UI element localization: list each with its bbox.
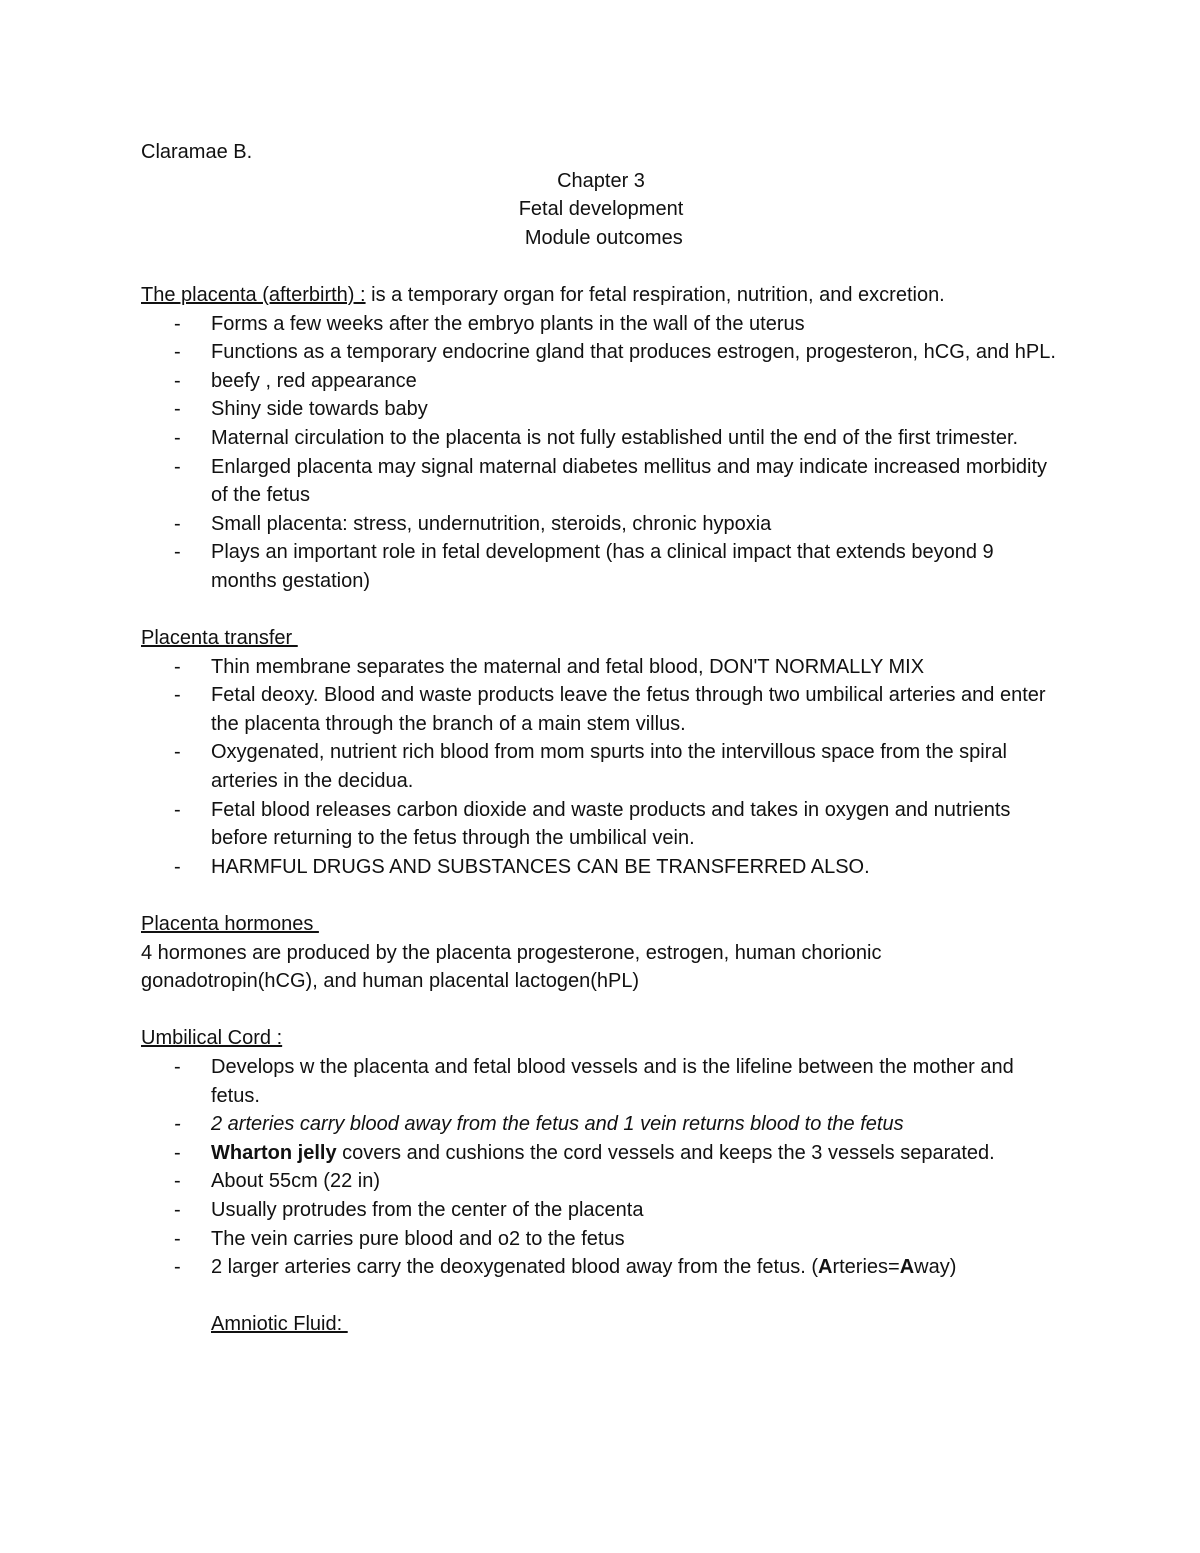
author-name: Claramae B.	[141, 141, 253, 163]
document-page	[141, 138, 1061, 1339]
chapter-title: Chapter 3	[557, 169, 645, 192]
arteries-text-a: 2 larger arteries carry the deoxygenated blood away from the fetus. (	[211, 1256, 818, 1279]
away-text: way)	[914, 1256, 957, 1279]
placenta-list	[141, 310, 1061, 596]
placenta-intro	[141, 281, 1061, 310]
cord-heading: Umbilical Cord :	[141, 1027, 283, 1050]
cord-list	[141, 1053, 1061, 1282]
placenta-heading: The placenta (afterbirth) :	[141, 283, 366, 306]
topic-title: Fetal development	[518, 198, 684, 221]
list-item: - Functions as a temporary endocrine gland that produces estrogen, progesteron, hCG, and hPL.	[141, 338, 1061, 367]
arteries-text-b: rteries=	[832, 1256, 900, 1279]
transfer-heading: Placenta transfer	[141, 627, 298, 650]
spacer	[141, 881, 1061, 910]
placenta-definition: is a temporary organ for fetal respiration, nutrition, and excretion.	[365, 283, 945, 306]
list-item: - Shiny side towards baby	[141, 395, 1061, 424]
list-item: - Fetal blood releases carbon dioxide and waste products and takes in oxygen and nutrients before returning to the fetus through the umbilical vein.	[141, 796, 1061, 853]
spacer	[141, 1282, 1061, 1311]
list-item: - Develops w the placenta and fetal blood vessels and is the lifeline between the mother and fetus.	[141, 1053, 1061, 1110]
module-subtitle: Module outcomes	[519, 226, 683, 249]
list-item: - The vein carries pure blood and o2 to the fetus	[141, 1225, 1061, 1254]
list-item: - Usually protrudes from the center of the placenta	[141, 1196, 1061, 1225]
list-item: - Small placenta: stress, undernutrition, steroids, chronic hypoxia	[141, 510, 1061, 539]
spacer	[141, 252, 1061, 281]
wharton-jelly-term: Wharton jelly	[211, 1141, 337, 1164]
hormones-text: 4 hormones are produced by the placenta progesterone, estrogen, human chorionic gonadotropin(hCG), and human placental lactogen(hPL)	[141, 941, 888, 993]
list-item: - Fetal deoxy. Blood and waste products leave the fetus through two umbilical arteries and enter the placenta through the branch of a main stem villus.	[141, 681, 1061, 738]
list-item: - Oxygenated, nutrient rich blood from mom spurts into the intervillous space from the spiral arteries in the decidua.	[141, 738, 1061, 795]
list-item	[141, 1139, 1061, 1168]
away-bold-a: A	[899, 1256, 915, 1279]
list-item: - Maternal circulation to the placenta is not fully established until the end of the first trimester.	[141, 424, 1061, 453]
list-item: - Plays an important role in fetal development (has a clinical impact that extends beyond 9 months gestation)	[141, 538, 1061, 595]
amniotic-section	[141, 1310, 1061, 1339]
list-item: - Thin membrane separates the maternal and fetal blood, DON'T NORMALLY MIX	[141, 653, 1061, 682]
arteries-bold-a: A	[817, 1256, 833, 1279]
list-item: - 2 arteries carry blood away from the fetus and 1 vein returns blood to the fetus	[141, 1110, 1061, 1139]
list-item: - Enlarged placenta may signal maternal diabetes mellitus and may indicate increased morbidity of the fetus	[141, 453, 1061, 510]
list-item: - About 55cm (22 in)	[141, 1167, 1061, 1196]
wharton-jelly-text: covers and cushions the cord vessels and keeps the 3 vessels separated.	[336, 1141, 995, 1164]
list-item	[141, 1253, 1061, 1282]
hormones-heading: Placenta hormones	[141, 913, 319, 936]
transfer-list	[141, 653, 1061, 882]
spacer	[141, 996, 1061, 1025]
list-item: - HARMFUL DRUGS AND SUBSTANCES CAN BE TRANSFERRED ALSO.	[141, 853, 1061, 882]
list-item: - Forms a few weeks after the embryo plants in the wall of the uterus	[141, 310, 1061, 339]
list-item: - beefy , red appearance	[141, 367, 1061, 396]
amniotic-heading: Amniotic Fluid:	[211, 1313, 348, 1336]
spacer	[141, 596, 1061, 625]
